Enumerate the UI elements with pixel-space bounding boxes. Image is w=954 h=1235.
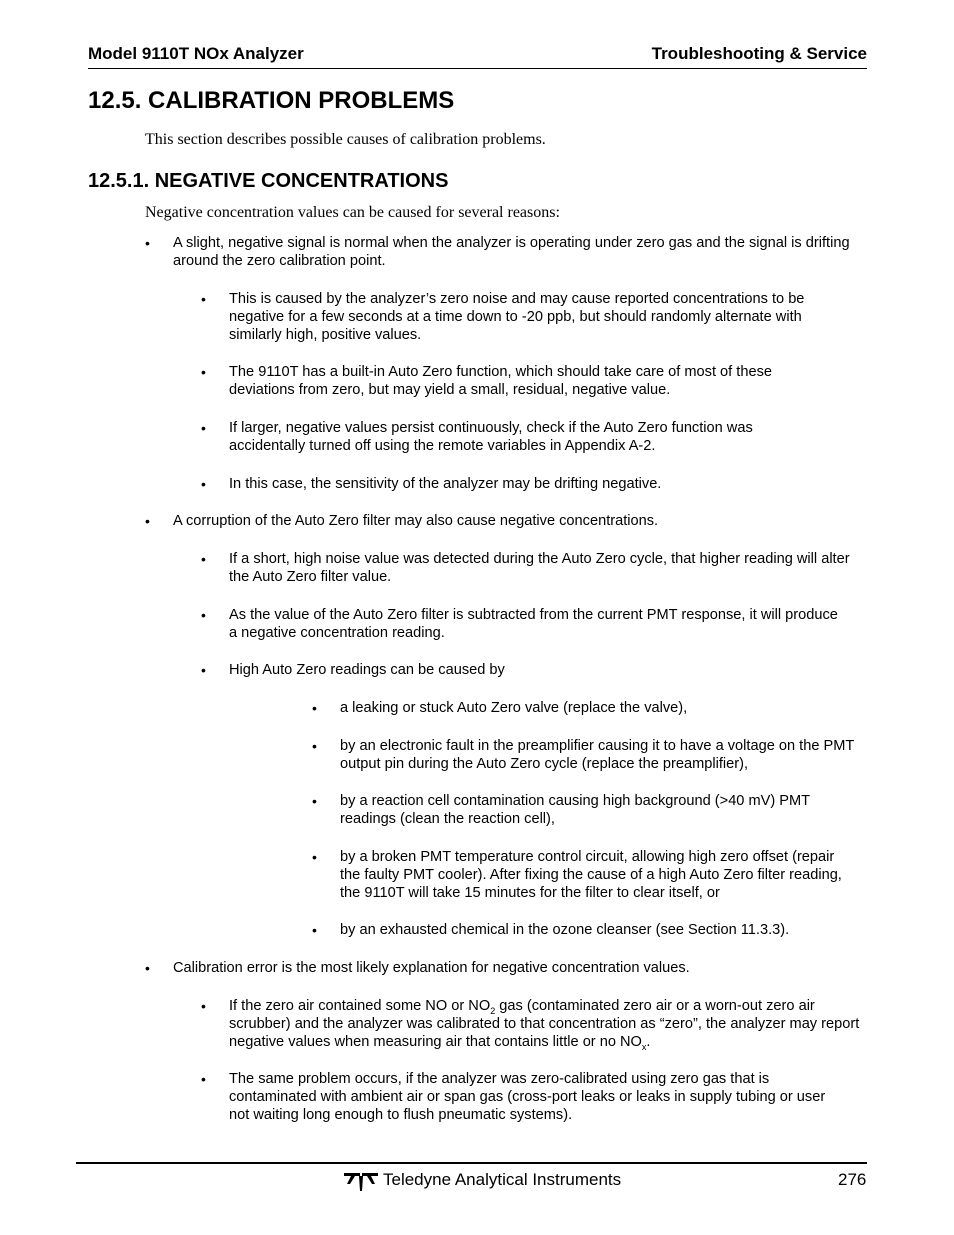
section-title: 12.5. CALIBRATION PROBLEMS bbox=[88, 87, 455, 114]
footer-company: Teledyne Analytical Instruments bbox=[383, 1170, 622, 1189]
section-intro: This section describes possible causes of calibration problems. bbox=[145, 131, 546, 148]
header-chapter: Troubleshooting & Service bbox=[651, 44, 867, 63]
subsection-intro: Negative concentration values can be caused for several reasons: bbox=[145, 204, 560, 221]
page-header bbox=[88, 44, 867, 69]
teledyne-logo-icon bbox=[343, 1170, 379, 1192]
footer-rule bbox=[76, 1162, 867, 1164]
subsection-title: 12.5.1. NEGATIVE CONCENTRATIONS bbox=[88, 170, 449, 192]
header-model: Model 9110T NOx Analyzer bbox=[88, 44, 304, 63]
page-number: 276 bbox=[838, 1170, 867, 1189]
